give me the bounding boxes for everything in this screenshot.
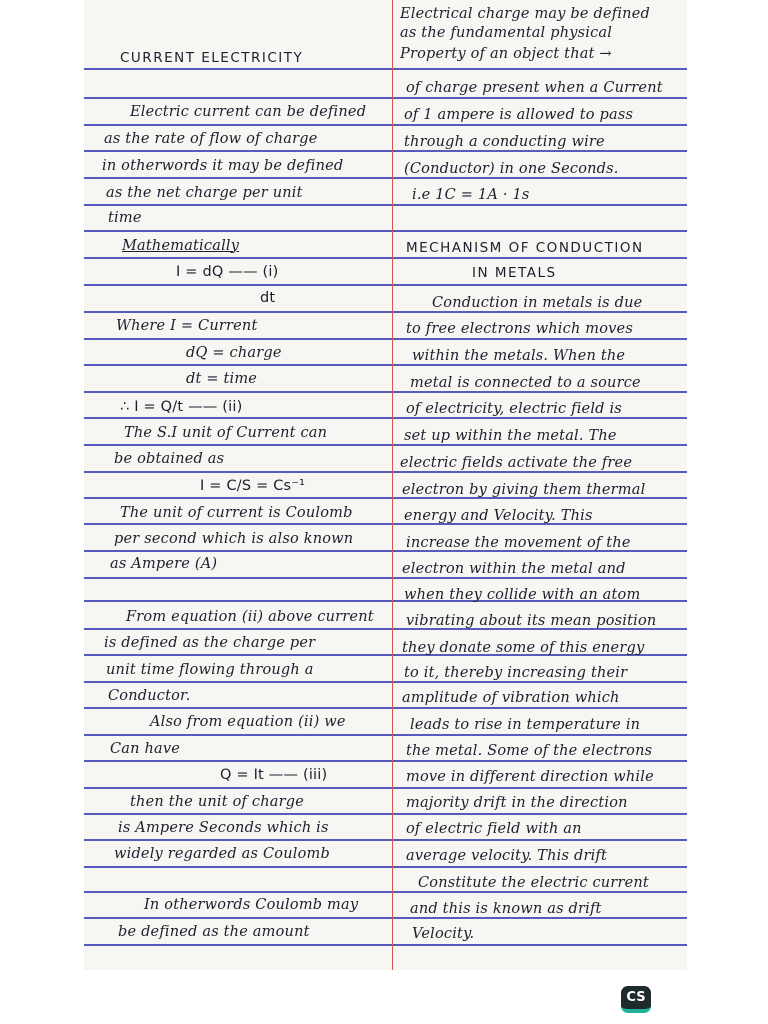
- rule-line: [84, 257, 687, 259]
- left-text-line: widely regarded as Coulomb: [114, 846, 330, 862]
- right-text-line: to it, thereby increasing their: [404, 665, 628, 681]
- rule-line: [84, 839, 687, 841]
- left-text-line: I = dQ —— (i): [176, 264, 279, 280]
- camscanner-logo: CS: [621, 986, 651, 1013]
- left-text-line: as Ampere (A): [110, 556, 218, 572]
- right-text-line: they donate some of this energy: [402, 640, 645, 656]
- left-text-line: The unit of current is Coulomb: [120, 505, 353, 521]
- notebook-page: [84, 0, 687, 970]
- left-text-line: as the rate of flow of charge: [104, 131, 318, 147]
- right-text-line: to free electrons which moves: [406, 321, 633, 337]
- left-text-line: Where I = Current: [116, 318, 258, 334]
- rule-line: [84, 177, 687, 179]
- rule-line: [84, 338, 687, 340]
- right-text-line: average velocity. This drift: [406, 848, 608, 864]
- left-text-line: be obtained as: [114, 451, 225, 467]
- rule-line: [84, 391, 687, 393]
- rule-line: [84, 150, 687, 152]
- rule-line: [84, 68, 687, 70]
- rule-line: [84, 230, 687, 232]
- rule-line: [84, 577, 687, 579]
- right-text-line: set up within the metal. The: [404, 428, 617, 444]
- right-text-line: the metal. Some of the electrons: [406, 743, 653, 759]
- rule-line: [84, 417, 687, 419]
- left-text-line: per second which is also known: [114, 531, 354, 547]
- right-text-line: Property of an object that →: [400, 46, 612, 62]
- left-text-line: The S.I unit of Current can: [124, 425, 328, 441]
- margin-line: [392, 0, 393, 970]
- left-text-line: From equation (ii) above current: [126, 609, 374, 625]
- rule-line: [84, 204, 687, 206]
- rule-line: [84, 944, 687, 946]
- right-text-line: electron by giving them thermal: [402, 482, 646, 498]
- right-text-line: and this is known as drift: [410, 901, 602, 917]
- rule-line: [84, 681, 687, 683]
- right-text-line: Constitute the electric current: [418, 875, 649, 891]
- left-text-line: Mathematically: [122, 238, 240, 254]
- left-text-line: I = C/S = Cs⁻¹: [200, 478, 306, 494]
- right-text-line: energy and Velocity. This: [404, 508, 593, 524]
- left-text-line: is Ampere Seconds which is: [118, 820, 329, 836]
- rule-line: [84, 813, 687, 815]
- right-text-line: majority drift in the direction: [406, 795, 628, 811]
- right-text-line: within the metals. When the: [412, 348, 626, 364]
- right-text-line: of charge present when a Current: [406, 80, 663, 96]
- left-text-line: be defined as the amount: [118, 924, 310, 940]
- right-text-line: metal is connected to a source: [410, 375, 641, 391]
- rule-line: [84, 523, 687, 525]
- left-text-line: Q = It —— (iii): [220, 767, 328, 783]
- left-text-line: time: [108, 210, 142, 226]
- left-text-line: dt = time: [186, 371, 258, 387]
- right-text-line: Conduction in metals is due: [432, 295, 643, 311]
- right-text-line: through a conducting wire: [404, 134, 605, 150]
- rule-line: [84, 471, 687, 473]
- rule-line: [84, 284, 687, 286]
- rule-line: [84, 364, 687, 366]
- rule-line: [84, 97, 687, 99]
- rule-line: [84, 311, 687, 313]
- right-text-line: of electricity, electric field is: [406, 401, 622, 417]
- right-text-line: move in different direction while: [406, 769, 654, 785]
- left-text-line: then the unit of charge: [130, 794, 305, 810]
- right-text-line: increase the movement of the: [406, 535, 631, 551]
- right-text-line: when they collide with an atom: [404, 587, 641, 603]
- left-text-line: Conductor.: [108, 688, 191, 704]
- left-text-line: dt: [260, 290, 276, 306]
- right-text-line: MECHANISM OF CONDUCTION: [406, 240, 644, 256]
- right-text-line: of 1 ampere is allowed to pass: [404, 107, 634, 123]
- right-text-line: Velocity.: [412, 926, 475, 942]
- left-text-line: unit time flowing through a: [106, 662, 314, 678]
- rule-line: [84, 917, 687, 919]
- right-text-line: of electric field with an: [406, 821, 582, 837]
- right-text-line: IN METALS: [472, 265, 557, 281]
- right-text-line: as the fundamental physical: [400, 25, 613, 41]
- right-text-line: i.e 1C = 1A · 1s: [412, 187, 530, 203]
- left-text-line: dQ = charge: [186, 345, 282, 361]
- right-text-line: vibrating about its mean position: [406, 613, 657, 629]
- left-text-line: Can have: [110, 741, 181, 757]
- left-text-line: Electric current can be defined: [130, 104, 367, 120]
- right-text-line: electron within the metal and: [402, 561, 626, 577]
- right-text-line: leads to rise in temperature in: [410, 717, 641, 733]
- rule-line: [84, 734, 687, 736]
- left-text-line: as the net charge per unit: [106, 185, 303, 201]
- left-text-line: is defined as the charge per: [104, 635, 316, 651]
- right-text-line: amplitude of vibration which: [402, 690, 620, 706]
- rule-line: [84, 444, 687, 446]
- right-text-line: (Conductor) in one Seconds.: [404, 161, 619, 177]
- right-text-line: electric fields activate the free: [400, 455, 633, 471]
- rule-line: [84, 707, 687, 709]
- rule-line: [84, 891, 687, 893]
- left-text-line: in otherwords it may be defined: [102, 158, 344, 174]
- left-text-line: Also from equation (ii) we: [150, 714, 346, 730]
- rule-line: [84, 760, 687, 762]
- left-text-line: ∴ I = Q/t —— (ii): [120, 399, 243, 415]
- left-text-line: In otherwords Coulomb may: [144, 897, 359, 913]
- right-text-line: Electrical charge may be defined: [400, 6, 650, 22]
- rule-line: [84, 124, 687, 126]
- rule-line: [84, 787, 687, 789]
- left-text-line: CURRENT ELECTRICITY: [120, 50, 304, 66]
- rule-line: [84, 866, 687, 868]
